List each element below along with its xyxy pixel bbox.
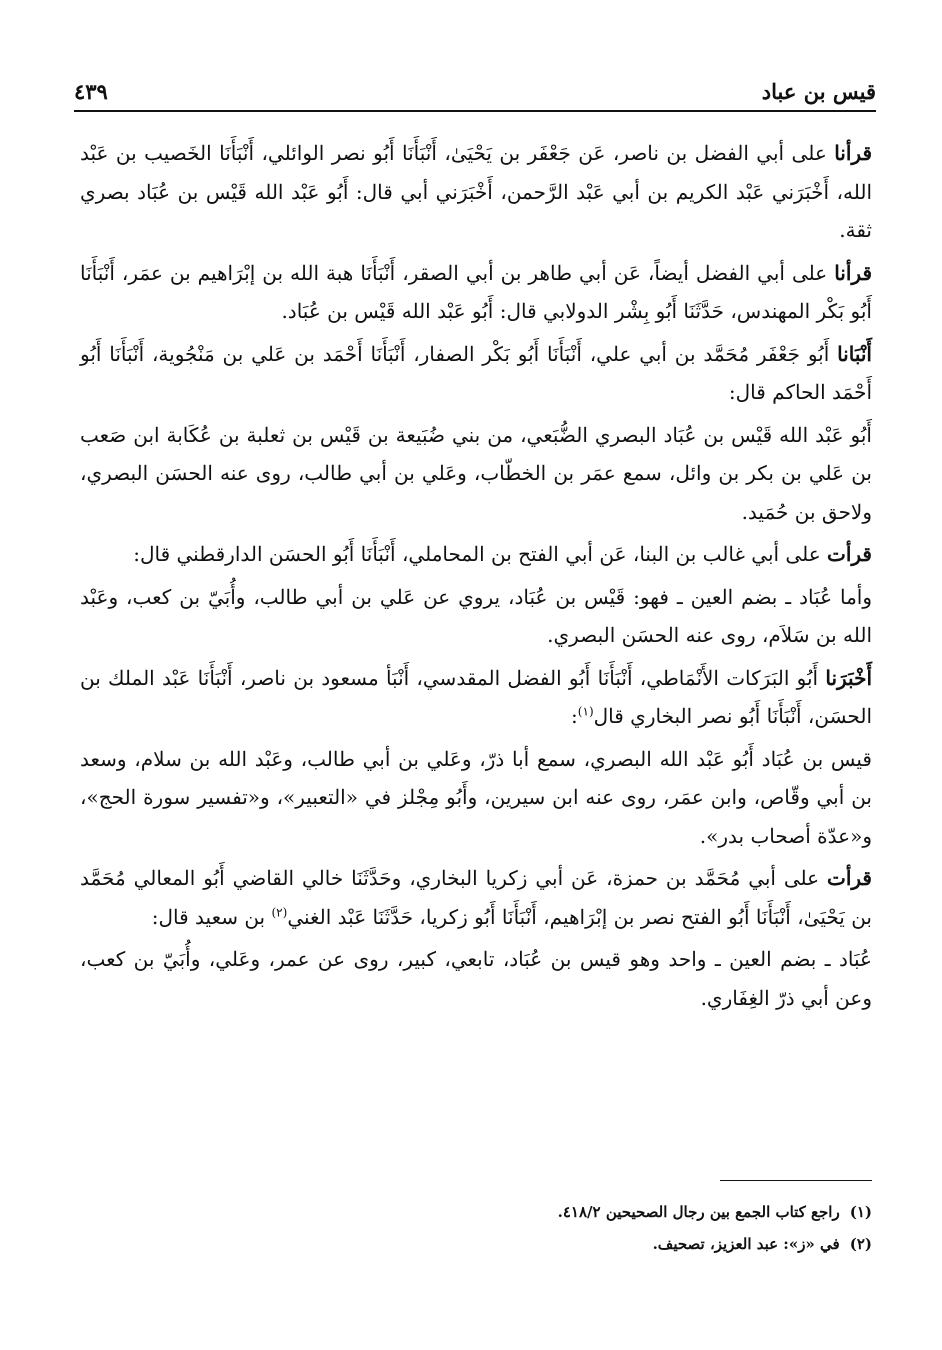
page-header — [74, 74, 876, 104]
paragraph-9 — [80, 859, 872, 936]
paragraph-5 — [80, 535, 872, 574]
footnote-number: (٢) — [849, 1235, 872, 1253]
footnote-1 — [100, 1196, 872, 1228]
footnote-reference-2[interactable]: (٢) — [271, 904, 288, 919]
footnote-2 — [100, 1228, 872, 1260]
paragraph-text: على أبي الفضل بن ناصر، عَن جَعْفَر بن يَحْيَىٰ، أَنْبَأَنَا أَبُو نصر الوائلي، أَنْبَأَنَا الخَصيب بن عَبْد الله، أَخْبَرَني عَبْد الكريم بن أبي عَبْد الرَّحمن، أَخْبَرَني أبي قال: أَبُو عَبْد الله قَيْس بن عُبَاد بصري ثقة. — [80, 141, 872, 242]
footnote-number: (١) — [849, 1203, 872, 1221]
paragraph-text: على أبي غالب بن البنا، عَن أبي الفتح بن المحاملي، أَنْبَأَنَا أَبُو الحسَن الدارقطني قال: — [133, 542, 828, 566]
paragraph-lead: قرأت — [827, 866, 872, 890]
paragraph-3 — [80, 335, 872, 412]
footnote-rule — [720, 1180, 872, 1181]
paragraph-lead: قرأنا — [834, 141, 872, 165]
footnote-text: راجع كتاب الجمع بين رجال الصحيحين ٤١٨/٢. — [557, 1203, 840, 1221]
paragraph-2 — [80, 254, 872, 331]
paragraph-7 — [80, 659, 872, 736]
paragraph-tail: : — [571, 704, 578, 728]
main-text — [80, 134, 872, 1021]
paragraph-tail: بن سعيد قال: — [151, 904, 272, 929]
paragraph-lead: قرأت — [827, 542, 872, 566]
paragraph-text: على أبي الفضل أيضاً، عَن أبي طاهر بن أبي الصقر، أَنْبَأَنَا هبة الله بن إبْرَاهيم بن عمَر، أَنْبَأَنَا أَبُو بَكْر المهندس، حَدَّثَنَا أَبُو بِشْر الدولابي قال: أَبُو عَبْد الله قَيْس بن عُبَاد. — [80, 260, 872, 323]
paragraph-text: على أبي مُحَمَّد بن حمزة، عَن أبي زكريا البخاري، وحَدَّثَنَا خالي القاضي أَبُو المعالي مُحَمَّد بن يَحْيَىٰ، أَنْبَأَنَا أَبُو الفتح نصر بن إبْرَاهيم، أَنْبَأَنَا أَبُو زكريا، حَدَّثَنَا عَبْد الغني — [80, 866, 872, 929]
footnotes — [100, 1196, 872, 1260]
footnote-reference-1[interactable]: (١) — [577, 704, 594, 719]
paragraph-text: أَبُو البَرَكات الأَنْمَاطي، أَنْبَأَنَا أَبُو الفضل المقدسي، أَنْبَأ مسعود بن ناصر، أَنْبَأَنَا عَبْد الملك بن الحسَن، أَنْبَأَنَا أَبُو نصر البخاري قال — [80, 665, 872, 728]
paragraph-text: قيس بن عُبَاد أَبُو عَبْد الله البصري، سمع أبا ذرّ، وعَلي بن أبي طالب، وعَبْد الله بن سلام، وسعد بن أبي وقّاص، وابن عمَر، روى عنه ابن سيرين، وأَبُو مِجْلز في «التعبير»، و«تفسير سورة الحج»، و«عدّة أصحاب بدر». — [80, 746, 872, 848]
header-rule — [74, 110, 876, 112]
paragraph-text: أَبُو جَعْفَر مُحَمَّد بن أبي علي، أَنْبَأَنَا أَبُو بَكْر الصفار، أَنْبَأَنَا أَحْمَد بن عَلي بن مَنْجُوية، أَنْبَأَنَا أَبُو أَحْمَد الحاكم قال: — [80, 341, 872, 404]
paragraph-lead: قرأنا — [834, 260, 872, 285]
paragraph-lead: أَنْبَانا — [837, 341, 872, 366]
paragraph-6 — [80, 578, 872, 655]
paragraph-lead: أَخْبَرَنا — [825, 665, 872, 690]
paragraph-4 — [80, 416, 872, 532]
paragraph-10 — [80, 940, 872, 1017]
paragraph-text: وأما عُبَاد ـ بضم العين ـ فهو: قَيْس بن عُبَاد، يروي عن عَلي بن أبي طالب، وأُبَيّ بن كعب، وعَبْد الله بن سَلاَم، روى عنه الحسَن البصري. — [80, 584, 872, 647]
paragraph-text: أَبُو عَبْد الله قَيْس بن عُبَاد البصري الضُّبَعي، من بني ضُبَيعة بن قَيْس بن ثعلبة بن عُكَابة ابن صَعب بن عَلي بن بكر بن وائل، سمع عمَر بن الخطّاب، وعَلي بن أبي طالب، روى عنه الحسَن البصري، ولاحق بن حُمَيد. — [80, 422, 872, 524]
paragraph-1 — [80, 134, 872, 250]
page-number: ٤٣٩ — [74, 79, 108, 104]
paragraph-text: عُبَاد ـ بضم العين ـ واحد وهو قيس بن عُبَاد، تابعي، كبير، روى عن عمر، وعَلي، وأُبَيّ بن كعب، وعن أبي ذرّ الغِفَاري. — [80, 947, 872, 1010]
footnote-text: في «ز»: عبد العزيز، تصحيف. — [652, 1235, 840, 1253]
paragraph-8 — [80, 740, 872, 856]
running-title: قيس بن عباد — [761, 79, 876, 104]
